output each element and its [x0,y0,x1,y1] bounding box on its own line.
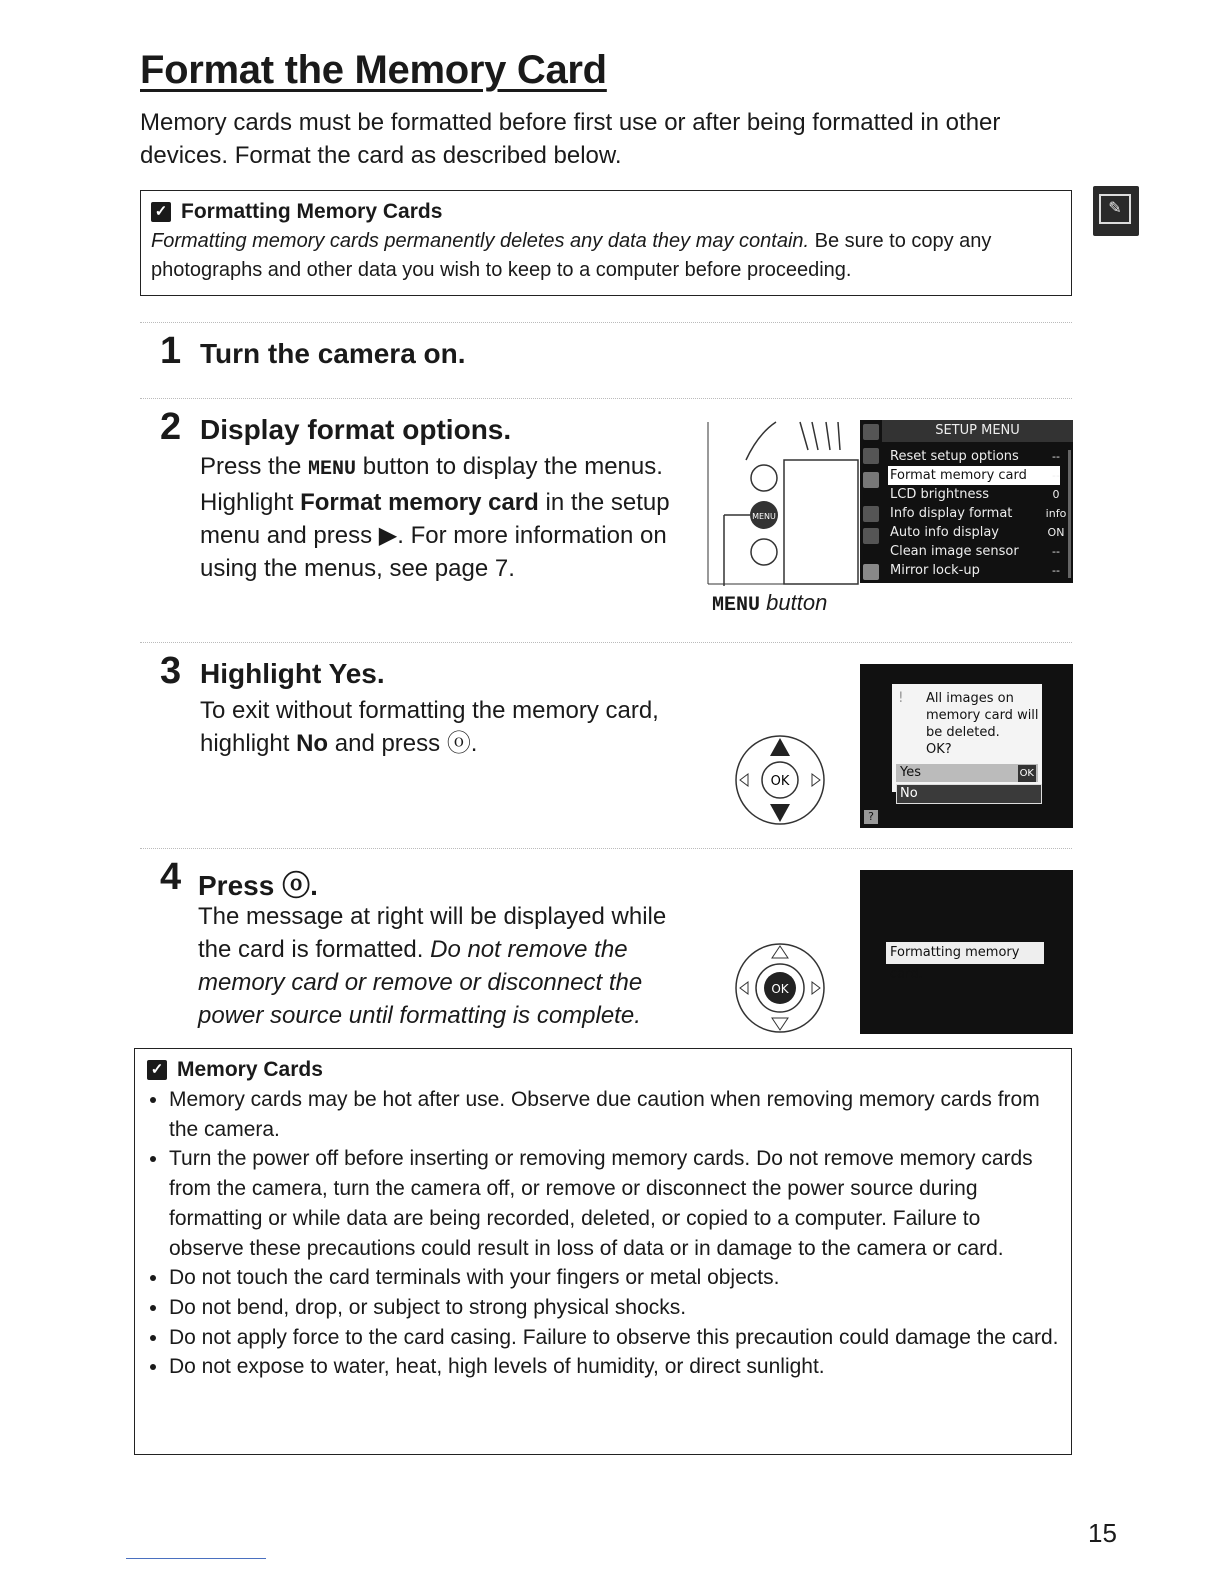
formatting-note-italic: Formatting memory cards permanently deletes any data they may contain. [151,230,810,252]
shooting-menu-icon [863,448,879,464]
formatting-screen [860,870,1073,1034]
step-4-number: 4 [160,856,182,898]
step-4-body: The message at right will be displayed while the card is formatted. Do not remove the memory card or remove or disconnect the power source until formatting is complete. [198,903,667,1029]
memory-cards-note [134,1048,1072,1455]
divider [140,848,1072,849]
step-1-title: Turn the camera on. [200,338,466,369]
caution-check-icon: ✓ [147,1060,167,1080]
menu-item-lcd-brightness[interactable]: LCD brightness [890,487,990,502]
retouch-menu-icon [863,506,879,522]
help-icon: ? [864,810,878,824]
formatting-note [140,190,1072,296]
step-2-body: Press the MENU button to display the menus. Highlight Format memory card in the setup menu and press ▶. For more information on using the menus, see page 7. [200,453,670,582]
list-item: • Do not touch the card terminals with your fingers or metal objects. [169,1263,1059,1293]
footer-rule [126,1558,266,1559]
help-icon [863,564,879,580]
list-item: • Do not bend, drop, or subject to strong physical shocks. [169,1293,1059,1323]
menu-item-auto-info[interactable]: Auto info display [890,525,999,540]
list-item: • Turn the power off before inserting or removing memory cards. Do not remove memory cards from the camera, turn the camera off, or remove or disconnect the power source during formatting or while data are being recorded, deleted, or copied to a computer. Failure to observe these precautions could result in loss of data or in damage to the camera or card. [169,1144,1059,1263]
memory-cards-list [147,1085,1059,1382]
setup-menu-header: SETUP MENU [882,420,1073,442]
menu-item-format[interactable]: Format memory card [888,466,1060,485]
step-3-title: Highlight Yes. [200,658,385,689]
svg-text:OK: OK [771,982,789,996]
menu-item-info-format[interactable]: Info display format [890,506,1013,521]
list-item: • Do not apply force to the card casing. Failure to observe this precaution could damage the card. [169,1323,1059,1353]
step-2-number: 2 [160,406,182,448]
divider [140,322,1072,323]
setup-menu-screen: SETUP MENU Reset setup options -- Format memory card -- LCD brightness 0 Info display format info Auto info display ON Clean image sensor -- Mirror lock-up -- [860,420,1073,583]
divider [140,642,1072,643]
dialog-yes-option[interactable]: Yes OK [896,764,1038,782]
divider [140,398,1072,399]
caution-check-icon: ✓ [151,202,171,222]
camera-back-illustration [706,420,860,586]
memory-cards-note-title: Memory Cards [177,1058,323,1081]
formatting-message: Formatting memory card. [886,942,1044,964]
intro-text: Memory cards must be formatted before first use or after being formatted in other devices. Format the card as described below. [140,109,1001,169]
dialog-message: All images on memory card will be deleted. OK? [926,691,1039,757]
menu-item-mirror-lockup[interactable]: Mirror lock-up [890,563,980,578]
multi-selector-up-down [734,734,826,826]
setup-menu-tab-icon: ✎ [1093,186,1139,236]
list-item: • Memory cards may be hot after use. Observe due caution when removing memory cards from the camera. [169,1085,1059,1144]
menu-item-reset[interactable]: Reset setup options [890,449,1019,464]
playback-menu-icon [863,424,879,440]
step-1-number: 1 [160,330,182,372]
formatting-note-plain: Be sure to copy any photographs and other data you wish to keep to a computer before proceeding. [151,230,992,281]
format-confirm-screen [860,664,1073,828]
step-3-number: 3 [160,650,182,692]
ok-badge: OK [1018,765,1036,782]
menu-button-caption: MENU button [712,590,828,617]
step-4-title: Press ⓞ. [198,870,318,901]
setup-menu-icon [863,472,879,488]
page-title: Format the Memory Card [140,48,607,92]
menu-item-clean-sensor[interactable]: Clean image sensor [890,544,1019,559]
menu-scrollbar [1068,450,1071,578]
warning-icon: ! [898,690,904,706]
svg-text:MENU: MENU [752,512,776,521]
dialog-no-option[interactable]: No [896,784,1042,804]
list-item: • Do not expose to water, heat, high levels of humidity, or direct sunlight. [169,1352,1059,1382]
step-3-body: To exit without formatting the memory card, highlight No and press ⓞ. [200,697,659,757]
recent-settings-icon [863,528,879,544]
multi-selector-ok [734,942,826,1034]
svg-text:OK: OK [770,774,790,789]
page-number: 15 [1088,1518,1117,1548]
step-2-title: Display format options. [200,414,512,445]
formatting-note-title: Formatting Memory Cards [181,200,443,223]
